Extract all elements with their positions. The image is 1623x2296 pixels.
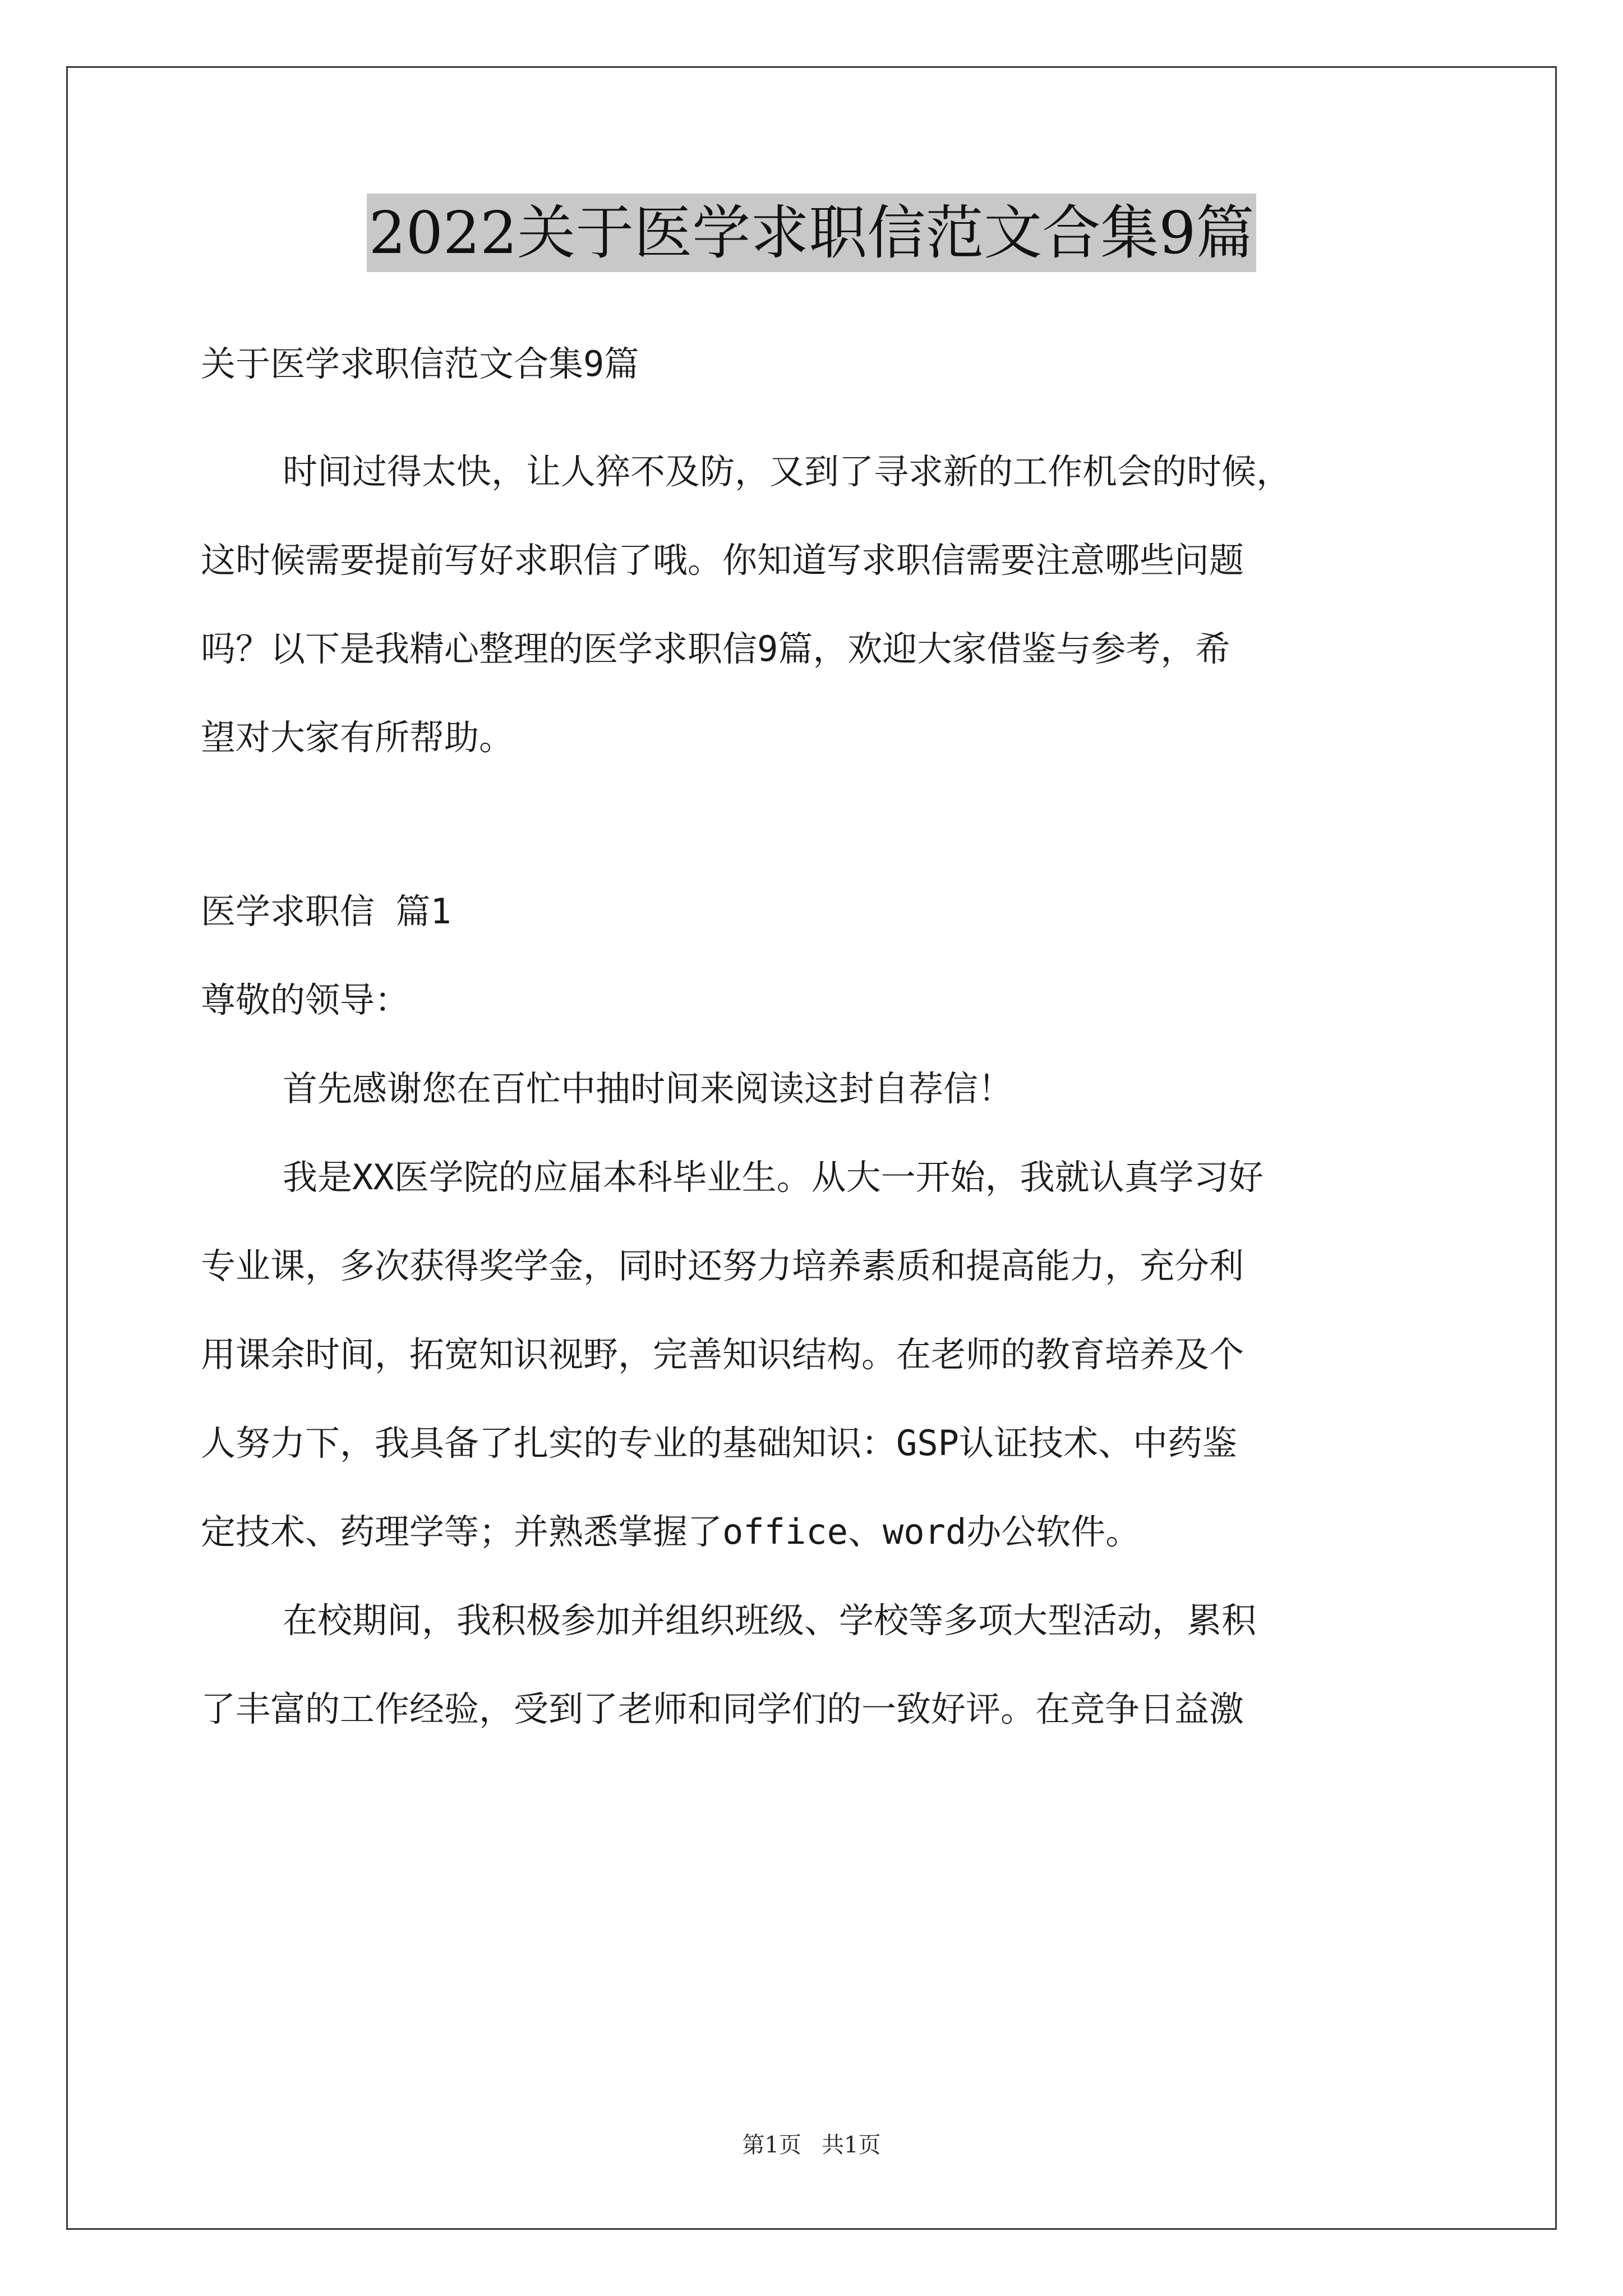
document-title: 2022关于医学求职信范文合集9篇 <box>367 194 1257 272</box>
paragraph-line: 望对大家有所帮助。 <box>201 717 514 758</box>
paragraph-line: 用课余时间，拓宽知识视野，完善知识结构。在老师的教育培养及个 <box>201 1334 1244 1375</box>
paragraph-line: 人努力下，我具备了扎实的专业的基础知识：GSP认证技术、中药鉴 <box>201 1423 1237 1464</box>
paragraph-line: 我是XX医学院的应届本科毕业生。从大一开始，我就认真学习好 <box>283 1157 1264 1198</box>
page-total: 共1页 <box>822 2132 881 2158</box>
paragraph-line: 了丰富的工作经验，受到了老师和同学们的一致好评。在竞争日益激 <box>201 1688 1244 1729</box>
page-number: 第1页 <box>742 2132 801 2158</box>
paragraph-line: 首先感谢您在百忙中抽时间来阅读这封自荐信！ <box>283 1068 1013 1109</box>
section-heading: 医学求职信 篇1 <box>201 891 451 932</box>
paragraph-line: 这时候需要提前写好求职信了哦。你知道写求职信需要注意哪些问题 <box>201 540 1244 581</box>
paragraph-line: 吗？以下是我精心整理的医学求职信9篇，欢迎大家借鉴与参考，希 <box>201 628 1230 669</box>
salutation-line: 尊敬的领导： <box>201 979 410 1020</box>
document-body <box>201 320 1429 1754</box>
page-footer <box>0 2131 1623 2160</box>
paragraph-line: 时间过得太快，让人猝不及防，又到了寻求新的工作机会的时候， <box>283 451 1292 492</box>
title-container <box>0 194 1623 272</box>
paragraph-line: 专业课，多次获得奖学金，同时还努力培养素质和提高能力，充分利 <box>201 1245 1244 1286</box>
paragraph-line: 在校期间，我积极参加并组织班级、学校等多项大型活动，累积 <box>283 1600 1257 1641</box>
paragraph-line: 定技术、药理学等；并熟悉掌握了office、word办公软件。 <box>201 1511 1141 1552</box>
subtitle-line: 关于医学求职信范文合集9篇 <box>201 343 639 384</box>
